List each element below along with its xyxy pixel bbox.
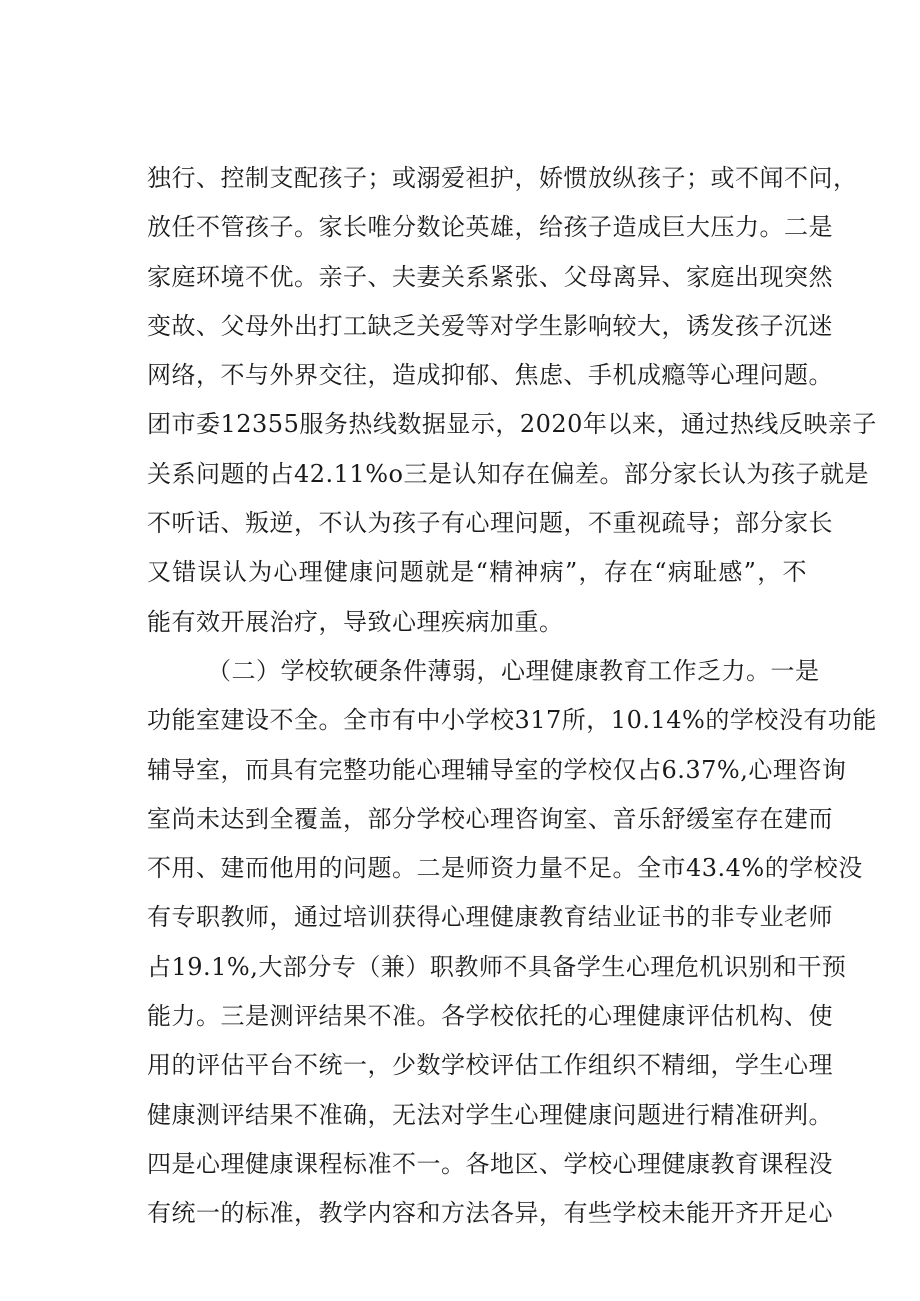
text-line: 能力。三是测评结果不准。各学校依托的心理健康评估机构、使 <box>147 1002 833 1031</box>
text-line: 网络，不与外界交往，造成抑郁、焦虑、手机成瘾等心理问题。 <box>147 361 833 390</box>
text-line: 又错误认为心理健康问题就是“精神病”，存在“病耻感”，不 <box>147 558 807 587</box>
text-line: 功能室建设不全。全市有中小学校317所，10.14%的学校没有功能 <box>147 706 877 735</box>
body-text <box>147 154 877 1239</box>
text-line: 变故、父母外出打工缺乏关爱等对学生影响较大，诱发孩子沉迷 <box>147 311 833 340</box>
text-line: 有统一的标准，教学内容和方法各异，有些学校未能开齐开足心 <box>147 1199 833 1228</box>
text-line: 独行、控制支配孩子；或溺爱袒护，娇惯放纵孩子；或不闻不问， <box>147 164 858 192</box>
text-line: 占19.1%,大部分专（兼）职教师不具备学生心理危机识别和干预 <box>147 952 847 981</box>
text-line: 关系问题的占42.11%o三是认知存在偏差。部分家长认为孩子就是 <box>147 459 869 488</box>
text-line: 放任不管孩子。家长唯分数论英雄，给孩子造成巨大压力。二是 <box>147 213 833 242</box>
text-line: 健康测评结果不准确，无法对学生心理健康问题进行精准研判。 <box>147 1100 833 1129</box>
text-line: 有专职教师，通过培训获得心理健康教育结业证书的非专业老师 <box>147 903 833 932</box>
text-line: 不用、建而他用的问题。二是师资力量不足。全市43.4%的学校没 <box>147 854 863 883</box>
text-line: 四是心理健康课程标准不一。各地区、学校心理健康教育课程没 <box>147 1149 833 1178</box>
text-line: 室尚未达到全覆盖，部分学校心理咨询室、音乐舒缓室存在建而 <box>147 804 833 833</box>
text-line: 能有效开展治疗，导致心理疾病加重。 <box>147 607 564 636</box>
text-line: 辅导室，而具有完整功能心理辅导室的学校仅占6.37%,心理咨询 <box>147 755 847 784</box>
text-line: 不听话、叛逆，不认为孩子有心理问题，不重视疏导；部分家长 <box>147 509 833 538</box>
text-line: 用的评估平台不统一，少数学校评估工作组织不精细，学生心理 <box>147 1051 833 1080</box>
section-heading-line: （二）学校软硬条件薄弱，心理健康教育工作乏力。一是 <box>207 656 820 685</box>
text-line: 团市委12355服务热线数据显示，2020年以来，通过热线反映亲子 <box>147 410 877 439</box>
text-line: 家庭环境不优。亲子、夫妻关系紧张、父母离异、家庭出现突然 <box>147 262 833 291</box>
